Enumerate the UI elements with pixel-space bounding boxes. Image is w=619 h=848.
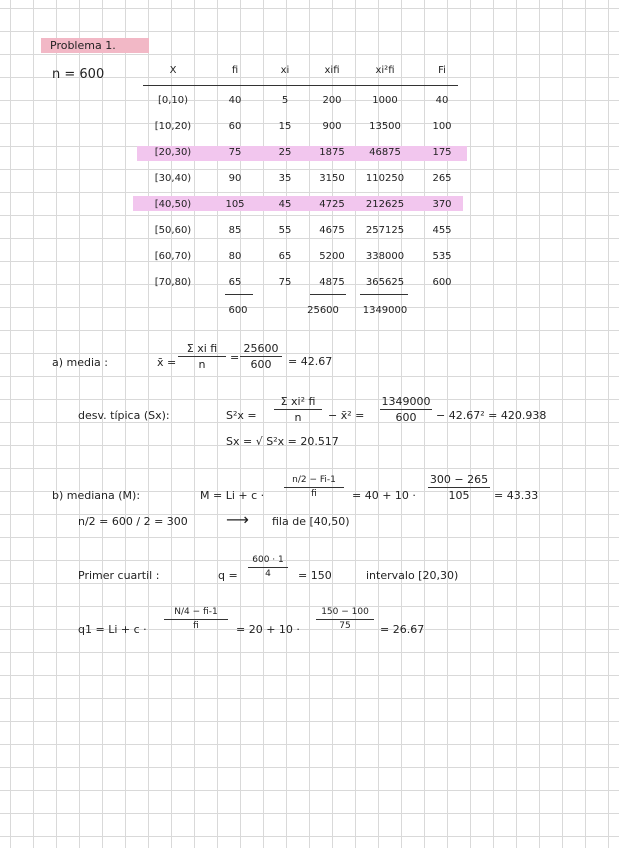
table-cell-Fi: 265 [432, 173, 452, 184]
total-xifi: 25600 [307, 305, 339, 316]
n-label: n = 600 [52, 67, 105, 82]
table-cell-xi2fi: 338000 [365, 251, 405, 262]
mean-value-numerator: 25600 [240, 343, 282, 357]
table-cell-xi: 15 [278, 121, 292, 132]
table-cell-fi: 105 [225, 199, 245, 210]
table-cell-interval: [70,80) [154, 277, 192, 288]
mean-value-fraction [240, 343, 282, 370]
median-value-fraction [428, 474, 490, 501]
table-cell-xifi: 5200 [319, 251, 345, 262]
xbar-lhs: x̄ = [157, 356, 177, 369]
q1-formula-numerator: N/4 − fi-1 [164, 608, 228, 620]
table-cell-xi2fi: 46875 [369, 147, 401, 158]
arrow-icon: ⟶ [226, 510, 249, 529]
table-cell-xi: 75 [278, 277, 292, 288]
table-cell-xifi: 4725 [319, 199, 345, 210]
quartile-position-denominator: 4 [265, 569, 271, 579]
table-cell-xi: 35 [278, 173, 292, 184]
variance-value-denominator: 600 [395, 411, 417, 424]
median-value-denominator: 105 [448, 489, 470, 502]
header-xi: xi [280, 65, 290, 76]
variance-value-numerator: 1349000 [381, 395, 431, 408]
header-x: X [169, 65, 177, 76]
variance-formula-numerator: Σ xi² fi [274, 396, 322, 410]
table-cell-Fi: 370 [432, 199, 452, 210]
table-cell-xi2fi: 1000 [372, 95, 398, 106]
quartile-position-fraction [248, 556, 288, 579]
mean-result: = 42.67 [288, 355, 333, 368]
table-cell-xifi: 4875 [319, 277, 345, 288]
xifi-total-line [310, 294, 346, 295]
table-cell-fi: 90 [228, 173, 242, 184]
table-cell-interval: [60,70) [154, 251, 192, 262]
header-xi2fi: xi²fi [375, 65, 395, 76]
std-dev-line: Sx = √ S²x = 20.517 [226, 435, 339, 448]
table-cell-interval: [40,50) [154, 199, 192, 210]
xi2fi-total-line [360, 294, 408, 295]
quartile-lhs: q = [218, 569, 238, 582]
table-cell-interval: [0,10) [157, 95, 189, 106]
desv-label: desv. típica (Sx): [78, 409, 170, 422]
table-cell-xi2fi: 13500 [369, 121, 401, 132]
table-cell-xi2fi: 110250 [365, 173, 405, 184]
table-cell-fi: 75 [228, 147, 242, 158]
fi-total-line [225, 294, 253, 295]
variance-result: − 42.67² = 420.938 [436, 409, 547, 422]
median-substitution: = 40 + 10 · [352, 489, 416, 502]
header-Fi: Fi [438, 65, 446, 76]
table-cell-fi: 65 [228, 277, 242, 288]
table-cell-xi2fi: 212625 [365, 199, 405, 210]
n-half-line: n/2 = 600 / 2 = 300 [78, 515, 188, 528]
table-cell-Fi: 455 [432, 225, 452, 236]
q1-value-fraction [316, 608, 374, 631]
table-cell-xifi: 900 [322, 121, 342, 132]
median-result: = 43.33 [494, 489, 539, 502]
table-cell-interval: [10,20) [154, 121, 192, 132]
total-fi: 600 [228, 305, 248, 316]
table-cell-xifi: 4675 [319, 225, 345, 236]
median-formula-fraction [284, 476, 344, 499]
table-cell-Fi: 535 [432, 251, 452, 262]
q1-substitution: = 20 + 10 · [236, 623, 300, 636]
table-cell-interval: [20,30) [154, 147, 192, 158]
quartile-position-numerator: 600 · 1 [248, 556, 288, 568]
quartile-label: Primer cuartil : [78, 569, 160, 582]
median-value-numerator: 300 − 265 [429, 473, 489, 486]
table-cell-fi: 80 [228, 251, 242, 262]
variance-value-fraction [380, 396, 432, 423]
q1-formula-denominator: fi [193, 621, 199, 631]
variance-minus: − x̄² = [328, 409, 365, 422]
table-cell-xifi: 200 [322, 95, 342, 106]
table-cell-xi: 65 [278, 251, 292, 262]
table-cell-xi2fi: 257125 [365, 225, 405, 236]
table-cell-fi: 85 [228, 225, 242, 236]
variance-lhs: S²x = [226, 409, 257, 422]
table-cell-fi: 40 [228, 95, 242, 106]
table-cell-xi: 25 [278, 147, 292, 158]
total-xi2fi: 1349000 [362, 305, 408, 316]
table-cell-interval: [50,60) [154, 225, 192, 236]
q1-formula-fraction [164, 608, 228, 631]
table-cell-Fi: 100 [432, 121, 452, 132]
q1-value-numerator: 150 − 100 [316, 608, 374, 620]
table-cell-xifi: 1875 [319, 147, 345, 158]
mean-formula-fraction [178, 343, 226, 370]
table-cell-xifi: 3150 [319, 173, 345, 184]
mean-value-denominator: 600 [250, 358, 272, 371]
quartile-interval: intervalo [20,30) [366, 569, 459, 582]
table-cell-xi: 45 [278, 199, 292, 210]
q1-value-denominator: 75 [339, 621, 351, 631]
mean-eq: = [230, 351, 240, 364]
quartile-position-result: = 150 [298, 569, 332, 582]
header-underline [143, 85, 458, 86]
table-cell-Fi: 40 [435, 95, 449, 106]
variance-formula-denominator: n [294, 411, 302, 424]
table-cell-Fi: 175 [432, 147, 452, 158]
median-formula-denominator: fi [311, 489, 317, 499]
mean-formula-denominator: n [198, 358, 206, 371]
table-cell-xi: 5 [281, 95, 289, 106]
median-formula-numerator: n/2 − Fi-1 [284, 476, 344, 488]
median-lhs: M = Li + c · [200, 489, 265, 502]
fila-text: fila de [40,50) [272, 515, 350, 528]
header-xifi: xifi [324, 65, 340, 76]
a-label: a) media : [52, 356, 108, 369]
problem-title: Problema 1. [50, 39, 116, 52]
variance-formula-fraction [274, 396, 322, 423]
b-label: b) mediana (M): [52, 489, 141, 502]
q1-lhs: q1 = Li + c · [78, 623, 147, 636]
table-cell-Fi: 600 [432, 277, 452, 288]
table-cell-fi: 60 [228, 121, 242, 132]
q1-result: = 26.67 [380, 623, 425, 636]
mean-formula-numerator: Σ xi fi [178, 343, 226, 357]
table-cell-interval: [30,40) [154, 173, 192, 184]
table-cell-xi: 55 [278, 225, 292, 236]
table-cell-xi2fi: 365625 [365, 277, 405, 288]
header-fi: fi [231, 65, 239, 76]
